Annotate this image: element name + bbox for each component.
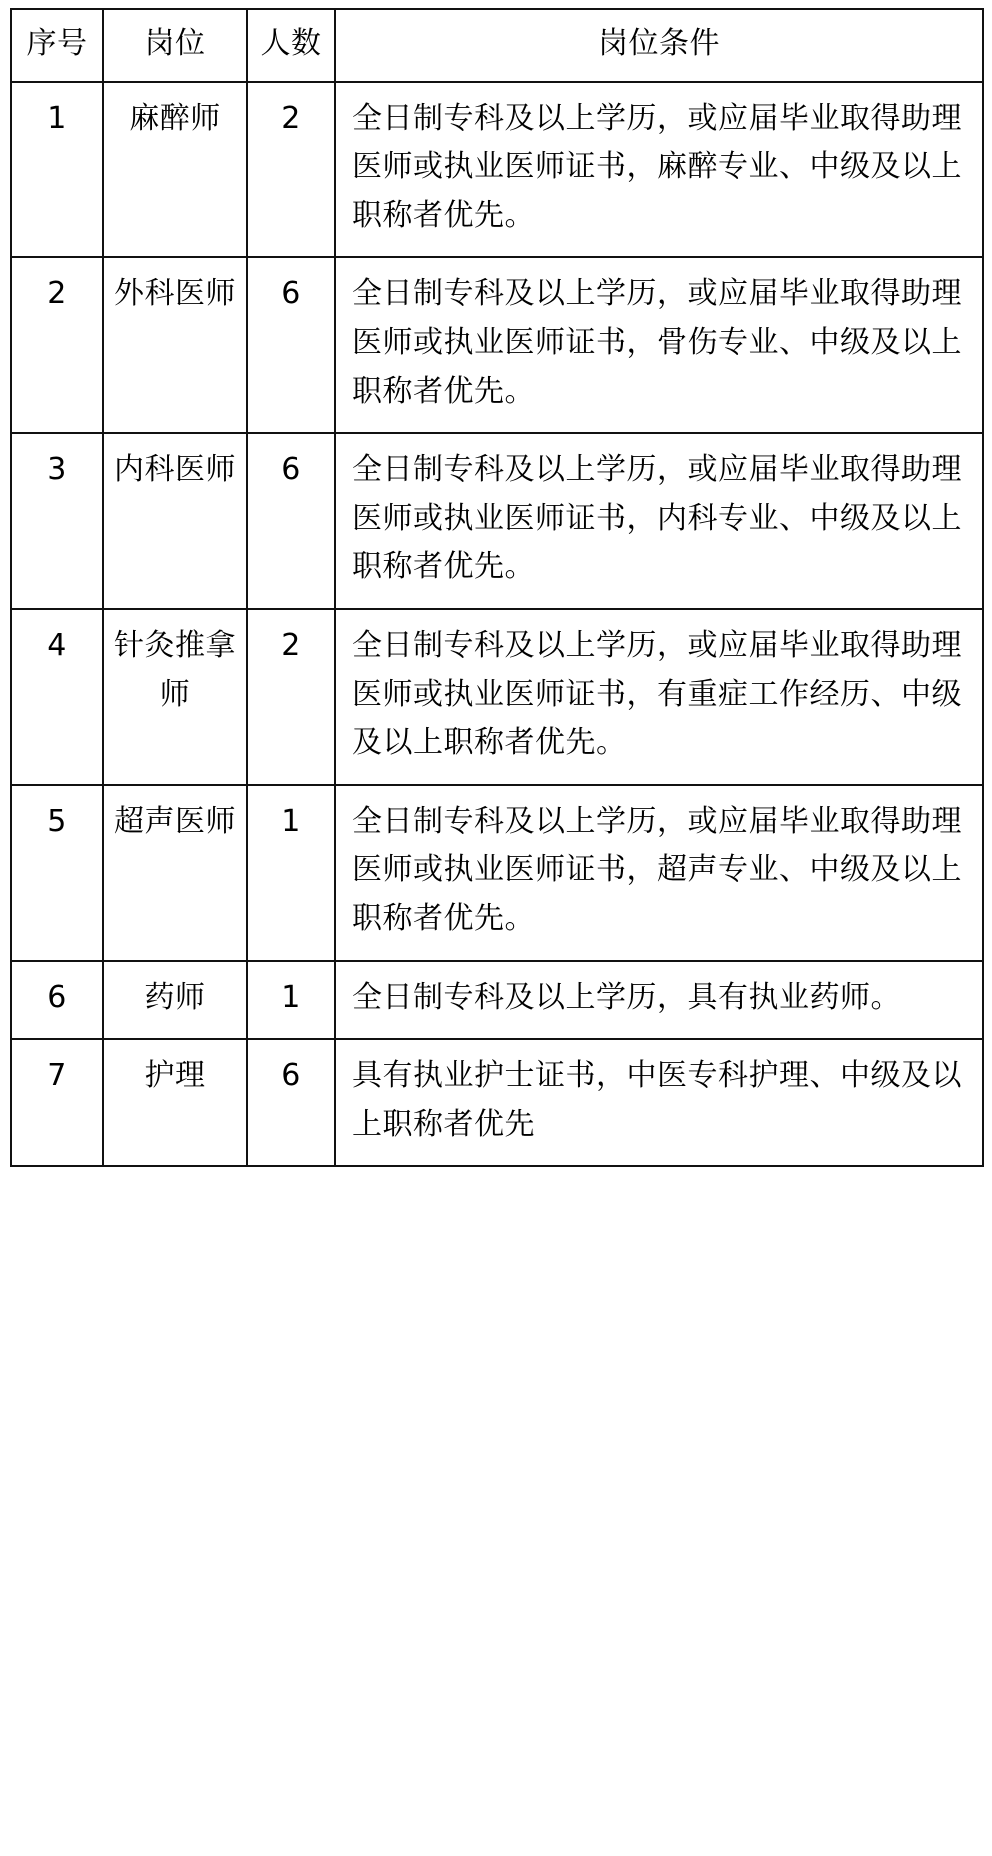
- cell-post: 针灸推拿师: [103, 609, 247, 785]
- table-row: [11, 609, 983, 785]
- cell-index: 1: [11, 82, 103, 258]
- cell-index: 7: [11, 1039, 103, 1166]
- table-header-row: [11, 9, 983, 82]
- cell-conditions: 全日制专科及以上学历，或应届毕业取得助理医师或执业医师证书，超声专业、中级及以上职称者优先。: [335, 785, 983, 961]
- cell-post: 麻醉师: [103, 82, 247, 258]
- cell-post: 超声医师: [103, 785, 247, 961]
- cell-count: 6: [247, 1039, 335, 1166]
- cell-index: 2: [11, 257, 103, 433]
- table-row: [11, 433, 983, 609]
- cell-count: 6: [247, 257, 335, 433]
- cell-index: 4: [11, 609, 103, 785]
- cell-index: 5: [11, 785, 103, 961]
- cell-count: 2: [247, 82, 335, 258]
- cell-count: 6: [247, 433, 335, 609]
- cell-conditions: 全日制专科及以上学历，或应届毕业取得助理医师或执业医师证书，麻醉专业、中级及以上职称者优先。: [335, 82, 983, 258]
- cell-post: 外科医师: [103, 257, 247, 433]
- cell-conditions: 全日制专科及以上学历，具有执业药师。: [335, 961, 983, 1040]
- cell-post: 护理: [103, 1039, 247, 1166]
- cell-conditions: 全日制专科及以上学历，或应届毕业取得助理医师或执业医师证书，内科专业、中级及以上职称者优先。: [335, 433, 983, 609]
- table-row: [11, 257, 983, 433]
- cell-count: 2: [247, 609, 335, 785]
- cell-post: 内科医师: [103, 433, 247, 609]
- cell-count: 1: [247, 785, 335, 961]
- column-header-count: 人数: [247, 9, 335, 82]
- column-header-post: 岗位: [103, 9, 247, 82]
- column-header-index: 序号: [11, 9, 103, 82]
- table-row: [11, 1039, 983, 1166]
- cell-index: 6: [11, 961, 103, 1040]
- recruitment-table: [10, 8, 984, 1167]
- cell-conditions: 全日制专科及以上学历，或应届毕业取得助理医师或执业医师证书，骨伤专业、中级及以上职称者优先。: [335, 257, 983, 433]
- table-row: [11, 961, 983, 1040]
- table-row: [11, 785, 983, 961]
- cell-count: 1: [247, 961, 335, 1040]
- cell-conditions: 全日制专科及以上学历，或应届毕业取得助理医师或执业医师证书，有重症工作经历、中级及以上职称者优先。: [335, 609, 983, 785]
- cell-conditions: 具有执业护士证书，中医专科护理、中级及以上职称者优先: [335, 1039, 983, 1166]
- table-row: [11, 82, 983, 258]
- cell-post: 药师: [103, 961, 247, 1040]
- cell-index: 3: [11, 433, 103, 609]
- column-header-conditions: 岗位条件: [335, 9, 983, 82]
